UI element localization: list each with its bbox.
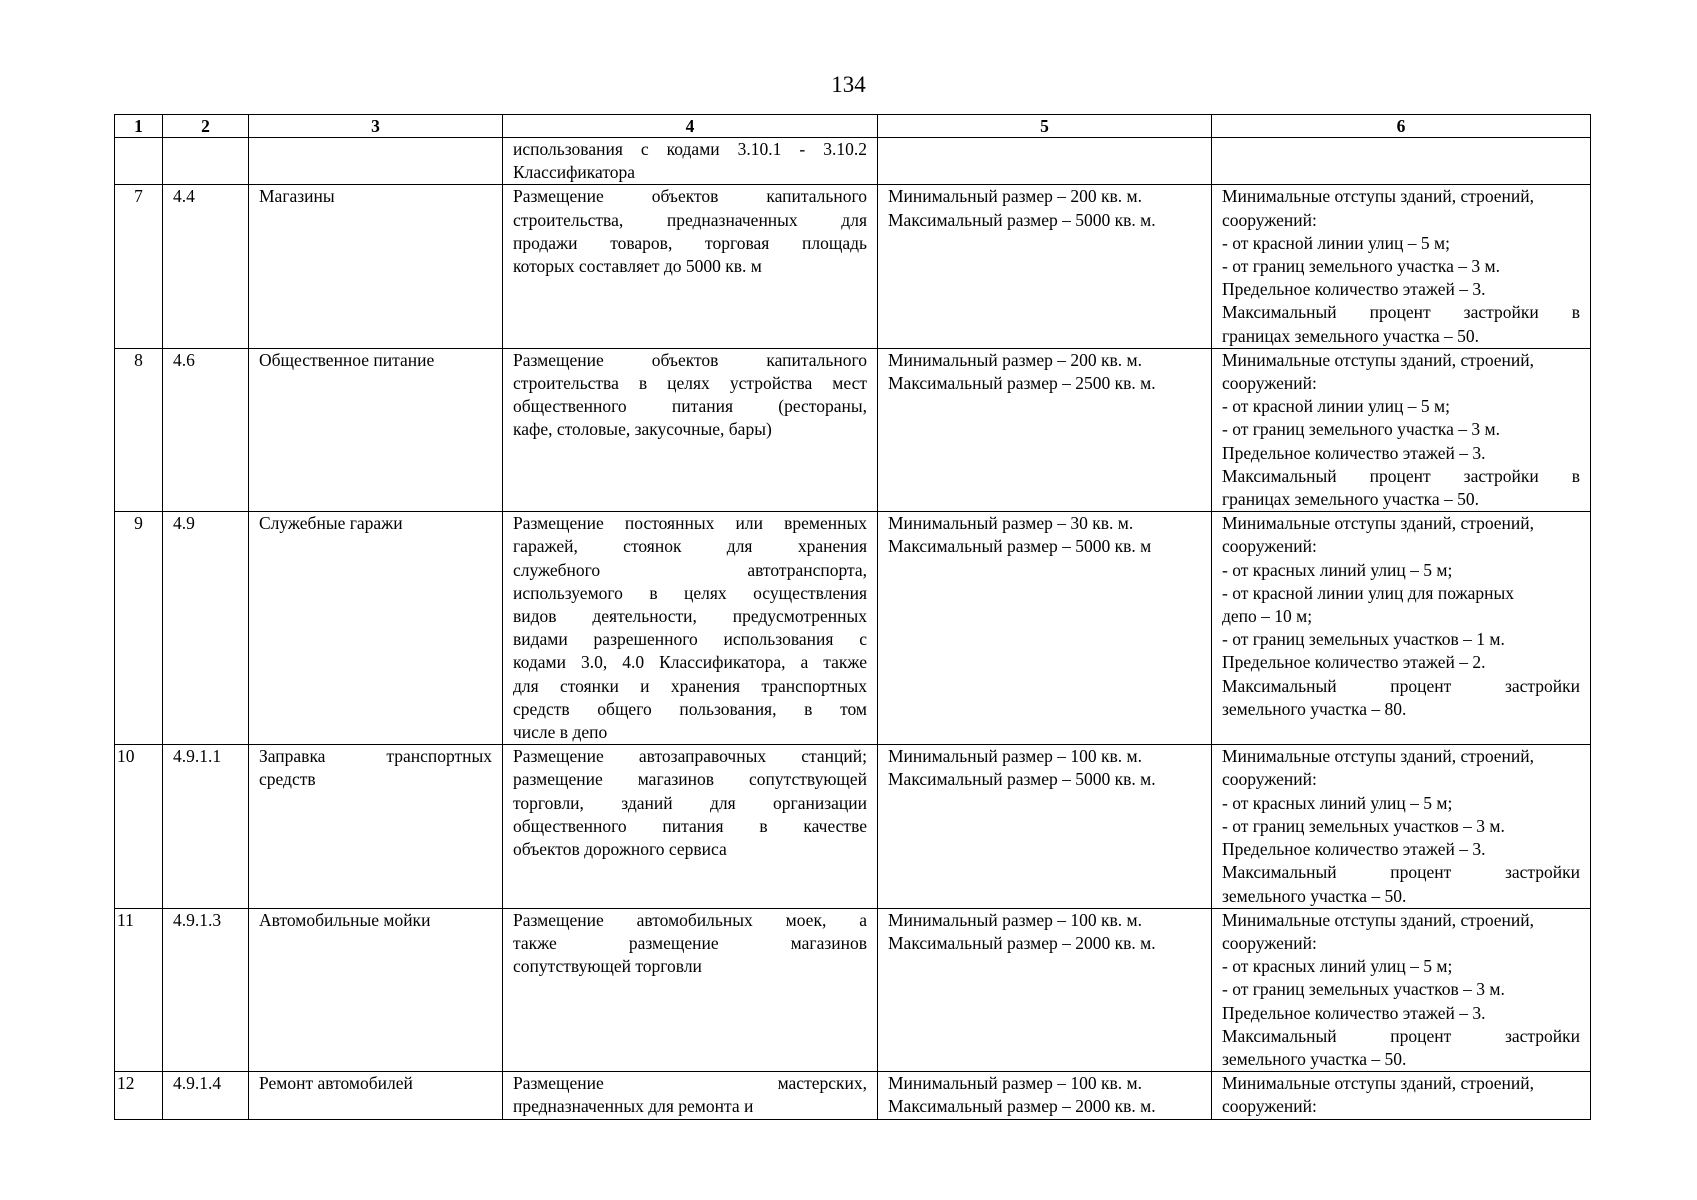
row-params-line: Минимальные отступы зданий, строений, bbox=[1222, 746, 1535, 767]
row-code bbox=[163, 138, 249, 185]
row-description-line: видами разрешенного использования с bbox=[513, 629, 867, 650]
row-name-line: Служебные гаражи bbox=[259, 513, 403, 534]
row-params bbox=[1212, 745, 1591, 908]
page-number: 134 bbox=[831, 72, 866, 97]
row-size-line: Минимальный размер – 100 кв. м. bbox=[888, 746, 1142, 767]
row-description-line: используемого в целях осуществления bbox=[513, 582, 867, 603]
row-params-line: Минимальные отступы зданий, строений, bbox=[1222, 909, 1535, 930]
row-number bbox=[115, 138, 163, 185]
row-size-line: Минимальный размер – 30 кв. м. bbox=[888, 513, 1134, 534]
row-size-line: Максимальный размер – 5000 кв. м. bbox=[888, 209, 1156, 230]
row-params-line: - от красной линии улиц – 5 м; bbox=[1222, 396, 1450, 417]
row-params-line: сооружений: bbox=[1222, 209, 1317, 230]
row-size-line: Максимальный размер – 2000 кв. м. bbox=[888, 1096, 1156, 1117]
row-description-line: видов деятельности, предусмотренных bbox=[513, 606, 867, 627]
row-description-line: Размещение объектов капитального bbox=[513, 349, 867, 370]
row-name bbox=[249, 138, 503, 185]
row-size bbox=[878, 512, 1212, 745]
row-size-line: Минимальный размер – 100 кв. м. bbox=[888, 909, 1142, 930]
row-description-line: объектов дорожного сервиса bbox=[513, 839, 727, 860]
row-params-line: Предельное количество этажей – 3. bbox=[1222, 1002, 1486, 1023]
row-description bbox=[503, 185, 878, 348]
row-params-line: Минимальные отступы зданий, строений, bbox=[1222, 513, 1535, 534]
row-name-line: Автомобильные мойки bbox=[259, 909, 431, 930]
regulations-table bbox=[114, 114, 1591, 1120]
row-params bbox=[1212, 512, 1591, 745]
row-description-line: общественного питания в качестве bbox=[513, 815, 867, 836]
row-number: 10 bbox=[115, 745, 163, 908]
table-row bbox=[115, 138, 1591, 185]
row-size bbox=[878, 138, 1212, 185]
row-size bbox=[878, 348, 1212, 511]
row-description bbox=[503, 1072, 878, 1119]
row-params-line: сооружений: bbox=[1222, 932, 1317, 953]
row-size-line: Минимальный размер – 200 кв. м. bbox=[888, 186, 1142, 207]
row-description-line: также размещение магазинов bbox=[513, 932, 867, 953]
row-description-line: использования с кодами 3.10.1 - 3.10.2 bbox=[513, 139, 867, 159]
row-params bbox=[1212, 908, 1591, 1071]
row-name-line: Общественное питание bbox=[259, 349, 435, 370]
row-size bbox=[878, 745, 1212, 908]
row-description-line: размещение магазинов сопутствующей bbox=[513, 769, 867, 790]
row-params-line: Минимальные отступы зданий, строений, bbox=[1222, 186, 1535, 207]
row-params-line: - от границ земельных участков – 1 м. bbox=[1222, 629, 1505, 650]
row-params-line: земельного участка – 50. bbox=[1222, 1048, 1407, 1069]
row-code: 4.6 bbox=[163, 348, 249, 511]
row-description-line: гаражей, стоянок для хранения bbox=[513, 536, 867, 557]
row-size-line: Максимальный размер – 5000 кв. м bbox=[888, 536, 1152, 557]
row-params-line: депо – 10 м; bbox=[1222, 606, 1313, 627]
row-params-line: - от красных линий улиц – 5 м; bbox=[1222, 792, 1453, 813]
table-row bbox=[115, 908, 1591, 1071]
header-col-3: 3 bbox=[249, 115, 503, 138]
row-size-line: Максимальный размер – 5000 кв. м. bbox=[888, 769, 1156, 790]
row-params-line: - от красной линии улиц – 5 м; bbox=[1222, 232, 1450, 253]
row-description-line: строительства, предназначенных для bbox=[513, 209, 867, 230]
row-params-line: Максимальный процент застройки в bbox=[1222, 465, 1580, 486]
row-size bbox=[878, 908, 1212, 1071]
row-params-line: Минимальные отступы зданий, строений, bbox=[1222, 349, 1535, 370]
row-params-line: Предельное количество этажей – 3. bbox=[1222, 279, 1486, 300]
row-params-line: границах земельного участка – 50. bbox=[1222, 325, 1480, 346]
row-number: 9 bbox=[115, 512, 163, 745]
row-description-line: Размещение мастерских, bbox=[513, 1073, 867, 1094]
row-description-line: строительства в целях устройства мест bbox=[513, 373, 867, 394]
row-params-line: Минимальные отступы зданий, строений, bbox=[1222, 1073, 1535, 1094]
header-row bbox=[115, 115, 1591, 138]
row-code: 4.9 bbox=[163, 512, 249, 745]
row-params bbox=[1212, 1072, 1591, 1119]
header-col-6: 6 bbox=[1212, 115, 1591, 138]
row-size-line: Минимальный размер – 200 кв. м. bbox=[888, 349, 1142, 370]
row-code: 4.4 bbox=[163, 185, 249, 348]
row-name-line: Ремонт автомобилей bbox=[259, 1073, 413, 1094]
row-name bbox=[249, 348, 503, 511]
row-name bbox=[249, 745, 503, 908]
row-size-line: Максимальный размер – 2500 кв. м. bbox=[888, 373, 1156, 394]
row-code: 4.9.1.3 bbox=[163, 908, 249, 1071]
row-description-line: предназначенных для ремонта и bbox=[513, 1096, 754, 1117]
row-params-line: сооружений: bbox=[1222, 1096, 1317, 1117]
header-col-5: 5 bbox=[878, 115, 1212, 138]
row-params-line: земельного участка – 50. bbox=[1222, 885, 1407, 906]
row-name-line: Магазины bbox=[259, 186, 335, 207]
row-name bbox=[249, 1072, 503, 1119]
table-row bbox=[115, 512, 1591, 745]
row-number: 7 bbox=[115, 185, 163, 348]
row-params-line: Предельное количество этажей – 3. bbox=[1222, 839, 1486, 860]
row-name bbox=[249, 512, 503, 745]
row-description-line: которых составляет до 5000 кв. м bbox=[513, 256, 762, 277]
row-description bbox=[503, 745, 878, 908]
row-params-line: - от границ земельных участков – 3 м. bbox=[1222, 979, 1505, 1000]
row-params bbox=[1212, 185, 1591, 348]
row-number: 8 bbox=[115, 348, 163, 511]
table-body bbox=[115, 138, 1591, 1120]
row-description-line: кодами 3.0, 4.0 Классификатора, а также bbox=[513, 652, 867, 673]
row-size bbox=[878, 1072, 1212, 1119]
row-description-line: служебного автотранспорта, bbox=[513, 559, 867, 580]
row-description-line: Размещение постоянных или временных bbox=[513, 513, 867, 534]
row-name bbox=[249, 185, 503, 348]
row-name-line: средств bbox=[259, 769, 316, 790]
row-name-line: Заправка транспортных bbox=[259, 746, 492, 767]
row-params-line: Предельное количество этажей – 2. bbox=[1222, 652, 1486, 673]
row-params-line: Максимальный процент застройки bbox=[1222, 1025, 1580, 1046]
row-description-line: Размещение автомобильных моек, а bbox=[513, 909, 867, 930]
row-description bbox=[503, 138, 878, 185]
row-params-line: Максимальный процент застройки bbox=[1222, 675, 1580, 696]
row-params-line: сооружений: bbox=[1222, 536, 1317, 557]
row-number: 12 bbox=[115, 1072, 163, 1119]
row-description-line: продажи товаров, торговая площадь bbox=[513, 232, 867, 253]
row-description bbox=[503, 908, 878, 1071]
row-params-line: - от красных линий улиц – 5 м; bbox=[1222, 559, 1453, 580]
row-number: 11 bbox=[115, 908, 163, 1071]
row-description-line: числе в депо bbox=[513, 722, 608, 743]
header-col-4: 4 bbox=[503, 115, 878, 138]
row-params-line: Предельное количество этажей – 3. bbox=[1222, 442, 1486, 463]
table-row bbox=[115, 348, 1591, 511]
row-params-line: границах земельного участка – 50. bbox=[1222, 489, 1480, 510]
row-params-line: - от красной линии улиц для пожарных bbox=[1222, 582, 1514, 603]
row-params-line: Максимальный процент застройки в bbox=[1222, 302, 1580, 323]
table-row bbox=[115, 745, 1591, 908]
row-description bbox=[503, 348, 878, 511]
row-code: 4.9.1.1 bbox=[163, 745, 249, 908]
header-col-2: 2 bbox=[163, 115, 249, 138]
row-description-line: торговли, зданий для организации bbox=[513, 792, 867, 813]
row-name bbox=[249, 908, 503, 1071]
row-params-line: сооружений: bbox=[1222, 769, 1317, 790]
row-params-line: - от границ земельного участка – 3 м. bbox=[1222, 256, 1500, 277]
row-params-line: земельного участка – 80. bbox=[1222, 698, 1407, 719]
row-params bbox=[1212, 348, 1591, 511]
table-row bbox=[115, 1072, 1591, 1119]
row-description bbox=[503, 512, 878, 745]
row-description-line: Размещение объектов капитального bbox=[513, 186, 867, 207]
row-description-line: Размещение автозаправочных станций; bbox=[513, 746, 867, 767]
row-description-line: сопутствующей торговли bbox=[513, 956, 702, 977]
row-description-line: кафе, столовые, закусочные, бары) bbox=[513, 419, 772, 440]
table-row bbox=[115, 185, 1591, 348]
row-size-line: Максимальный размер – 2000 кв. м. bbox=[888, 932, 1156, 953]
row-description-line: средств общего пользования, в том bbox=[513, 698, 867, 719]
row-size bbox=[878, 185, 1212, 348]
row-params-line: - от красных линий улиц – 5 м; bbox=[1222, 956, 1453, 977]
row-params bbox=[1212, 138, 1591, 185]
row-description-line: для стоянки и хранения транспортных bbox=[513, 675, 867, 696]
row-description-line: Классификатора bbox=[513, 162, 636, 183]
row-code: 4.9.1.4 bbox=[163, 1072, 249, 1119]
row-params-line: Максимальный процент застройки bbox=[1222, 862, 1580, 883]
row-params-line: - от границ земельных участков – 3 м. bbox=[1222, 815, 1505, 836]
row-params-line: - от границ земельного участка – 3 м. bbox=[1222, 419, 1500, 440]
row-description-line: общественного питания (рестораны, bbox=[513, 396, 867, 417]
header-col-1: 1 bbox=[115, 115, 163, 138]
row-params-line: сооружений: bbox=[1222, 373, 1317, 394]
row-size-line: Минимальный размер – 100 кв. м. bbox=[888, 1073, 1142, 1094]
